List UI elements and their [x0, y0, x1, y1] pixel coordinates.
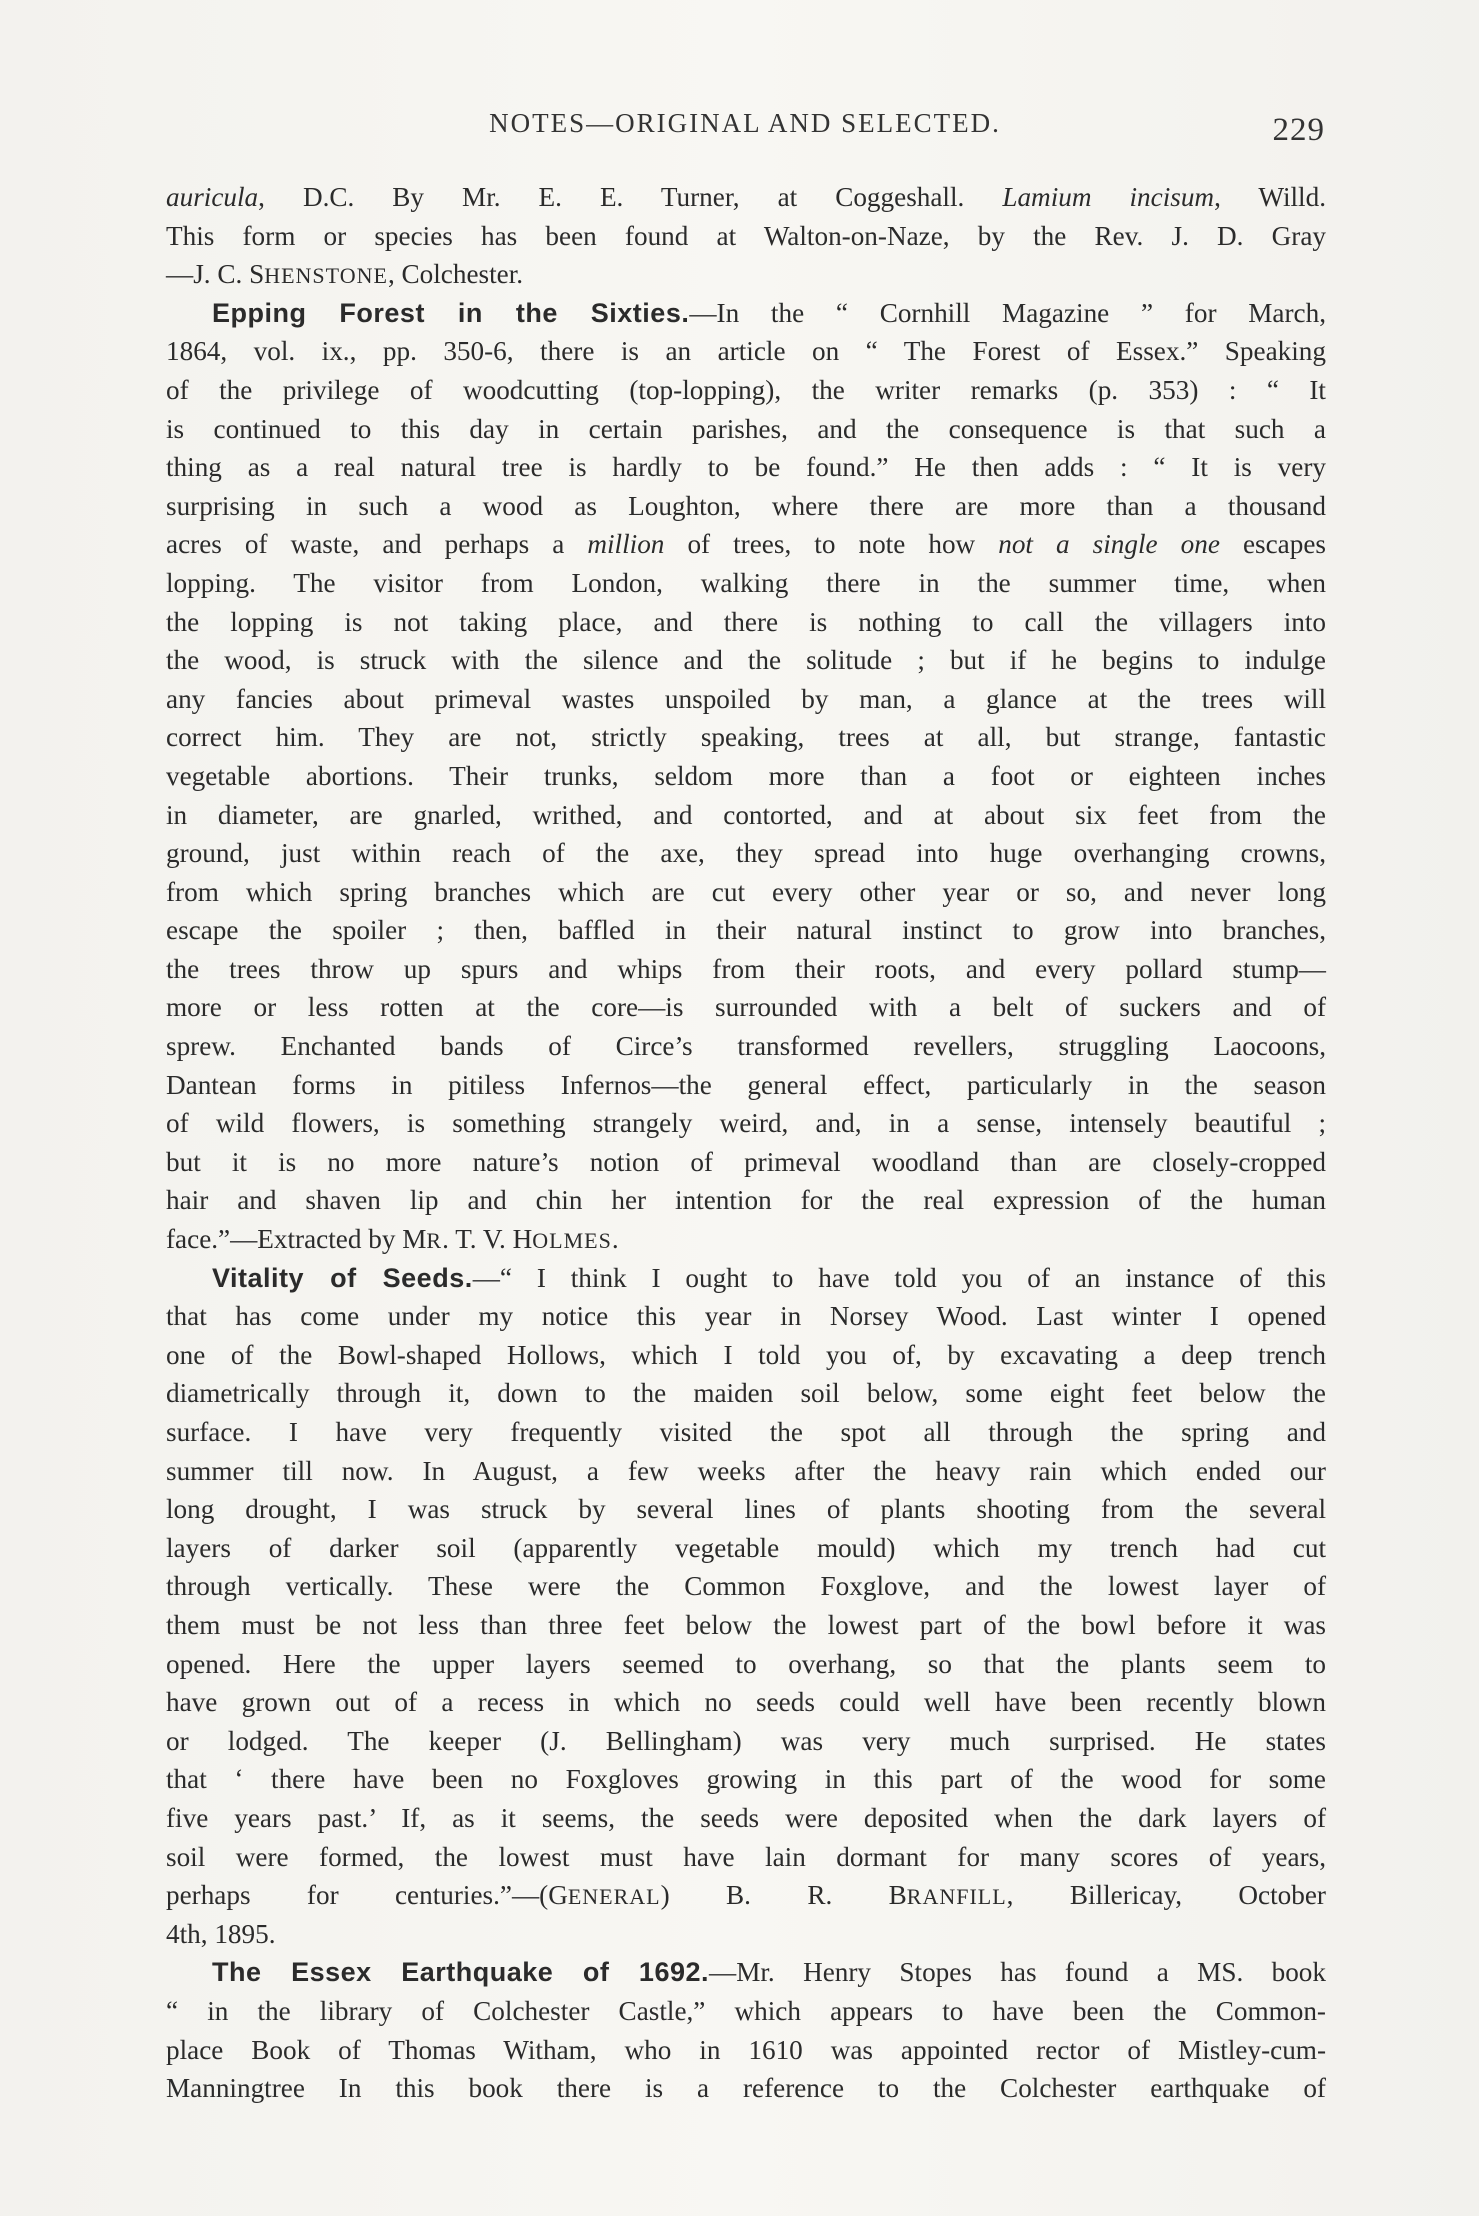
- text-line: [166, 525, 1326, 564]
- text-segment: —Mr. Henry Stopes has found a MS. book: [709, 1957, 1326, 1988]
- section-heading: The Essex Earthquake of 1692.: [212, 1957, 709, 1988]
- text-line: more or less rotten at the core—is surrounded with a belt of suckers and of: [166, 992, 1326, 1023]
- text-line: hair and shaven lip and chin her intention for the real expression of the human: [166, 1185, 1326, 1216]
- text-segment: face.”—Extracted by M: [166, 1224, 427, 1255]
- text-line: 1864, vol. ix., pp. 350-6, there is an article on “ The Forest of Essex.” Speaking: [166, 336, 1326, 367]
- text-line: sprew. Enchanted bands of Circe’s transformed revellers, struggling Laocoons,: [166, 1031, 1326, 1062]
- text-line: This form or species has been found at Walton-on-Naze, by the Rev. J. D. Gray: [166, 220, 1326, 251]
- text-line: opened. Here the upper layers seemed to overhang, so that the plants seem to: [166, 1648, 1326, 1679]
- text-line: from which spring branches which are cut every other year or so, and never long: [166, 876, 1326, 907]
- section-heading: Epping Forest in the Sixties.: [212, 297, 690, 328]
- text-line: or lodged. The keeper (J. Bellingham) was very much surprised. He states: [166, 1725, 1326, 1756]
- text-line: 4th, 1895.: [166, 1918, 276, 1949]
- text-line: one of the Bowl-shaped Hollows, which I told you of, by excavating a deep trench: [166, 1339, 1326, 1370]
- text-line: them must be not less than three feet below the lowest part of the bowl before it was: [166, 1609, 1326, 1640]
- text-segment: perhaps for centuries.”—(G: [166, 1880, 568, 1911]
- small-caps-name: HENSTONE: [264, 263, 388, 289]
- text-line: ground, just within reach of the axe, they spread into huge overhanging crowns,: [166, 838, 1326, 869]
- text-segment: —“ I think I ought to have told you of an instance of this: [472, 1262, 1326, 1293]
- text-line: Manningtree In this book there is a reference to the Colchester earthquake of: [166, 2073, 1326, 2104]
- text-segment: , Willd.: [1214, 182, 1326, 212]
- text-line: that ‘ there have been no Foxgloves growing in this part of the wood for some: [166, 1764, 1326, 1795]
- text-line: Dantean forms in pitiless Infernos—the general effect, particularly in the season: [166, 1069, 1326, 1100]
- text-line: that has come under my notice this year in Norsey Wood. Last winter I opened: [166, 1301, 1326, 1332]
- text-line: place Book of Thomas Witham, who in 1610 was appointed rector of Mistley-cum-: [166, 2034, 1326, 2065]
- text-line: soil were formed, the lowest must have lain dormant for many scores of years,: [166, 1841, 1326, 1872]
- text-segment: —In the “ Cornhill Magazine ” for March,: [689, 297, 1326, 328]
- text-line: [166, 178, 1326, 217]
- text-line: thing as a real natural tree is hardly to be found.” He then adds : “ It is very: [166, 452, 1326, 483]
- text-line: escape the spoiler ; then, baffled in their natural instinct to grow into branches,: [166, 915, 1326, 946]
- text-line: diametrically through it, down to the maiden soil below, some eight feet below the: [166, 1378, 1326, 1409]
- italic-emphasis: not a single one: [998, 529, 1220, 560]
- text-segment: acres of waste, and perhaps a: [166, 529, 588, 560]
- text-line: “ in the library of Colchester Castle,” which appears to have been the Common-: [166, 1995, 1326, 2026]
- text-line: in diameter, are gnarled, writhed, and contorted, and at about six feet from the: [166, 799, 1326, 830]
- running-head: [165, 108, 1325, 148]
- italic-term: Lamium incisum: [1002, 182, 1215, 212]
- text-line: [166, 1259, 1326, 1298]
- text-line: but it is no more nature’s notion of primeval woodland than are closely-cropped: [166, 1146, 1326, 1177]
- text-segment: —J. C. S: [166, 259, 265, 290]
- text-segment: , D.C. By Mr. E. E. Turner, at Coggeshall.: [258, 182, 1003, 212]
- text-line: five years past.’ If, as it seems, the seeds were deposited when the dark layers of: [166, 1802, 1326, 1833]
- small-caps-name: ENERAL: [567, 1884, 661, 1910]
- text-line: [166, 255, 1326, 294]
- text-segment: , Billericay, October: [1006, 1880, 1326, 1911]
- text-segment: escapes: [1219, 529, 1326, 560]
- text-line: through vertically. These were the Common Foxglove, and the lowest layer of: [166, 1571, 1326, 1602]
- text-line: [166, 1953, 1326, 1992]
- text-line: of wild flowers, is something strangely weird, and, in a sense, intensely beautiful ;: [166, 1108, 1326, 1139]
- text-line: have grown out of a recess in which no seeds could well have been recently blown: [166, 1687, 1326, 1718]
- small-caps-name: RANFILL: [906, 1884, 1007, 1910]
- text-line: vegetable abortions. Their trunks, seldom more than a foot or eighteen inches: [166, 760, 1326, 791]
- text-line: surprising in such a wood as Loughton, where there are more than a thousand: [166, 490, 1326, 521]
- section-heading: Vitality of Seeds.: [212, 1262, 473, 1293]
- text-line: [166, 1876, 1326, 1915]
- text-line: any fancies about primeval wastes unspoiled by man, a glance at the trees will: [166, 683, 1326, 714]
- text-line: surface. I have very frequently visited the spot all through the spring and: [166, 1417, 1326, 1447]
- running-title: NOTES—ORIGINAL AND SELECTED.: [489, 108, 1001, 138]
- text-line: [166, 294, 1326, 333]
- text-line: the wood, is struck with the silence and the solitude ; but if he begins to indulge: [166, 645, 1326, 676]
- text-line: of the privilege of woodcutting (top-lopping), the writer remarks (p. 353) : “ It: [166, 374, 1326, 405]
- text-segment: , Colchester.: [387, 259, 524, 290]
- page-number: 229: [1272, 112, 1325, 148]
- text-line: the lopping is not taking place, and there is nothing to call the villagers into: [166, 606, 1326, 637]
- text-segment: of trees, to note how: [664, 529, 999, 560]
- text-line: summer till now. In August, a few weeks after the heavy rain which ended our: [166, 1455, 1326, 1486]
- text-line: the trees throw up spurs and whips from their roots, and every pollard stump—: [166, 953, 1326, 984]
- italic-emphasis: million: [587, 529, 665, 560]
- text-line: correct him. They are not, strictly speaking, trees at all, but strange, fantastic: [166, 722, 1326, 753]
- text-segment: ) B. R. B: [660, 1880, 907, 1911]
- text-segment: .: [611, 1224, 619, 1255]
- text-line: long drought, I was struck by several lines of plants shooting from the several: [166, 1494, 1326, 1525]
- text-line: is continued to this day in certain parishes, and the consequence is that such a: [166, 413, 1326, 444]
- small-caps-name: R: [426, 1228, 443, 1254]
- text-line: lopping. The visitor from London, walking there in the summer time, when: [166, 567, 1326, 598]
- body-text: [166, 178, 1326, 2108]
- text-line: [166, 1220, 1326, 1259]
- italic-term: auricula: [166, 182, 259, 212]
- small-caps-name: OLMES: [532, 1228, 612, 1254]
- text-line: layers of darker soil (apparently vegetable mould) which my trench had cut: [166, 1532, 1326, 1563]
- text-segment: . T. V. H: [442, 1224, 533, 1255]
